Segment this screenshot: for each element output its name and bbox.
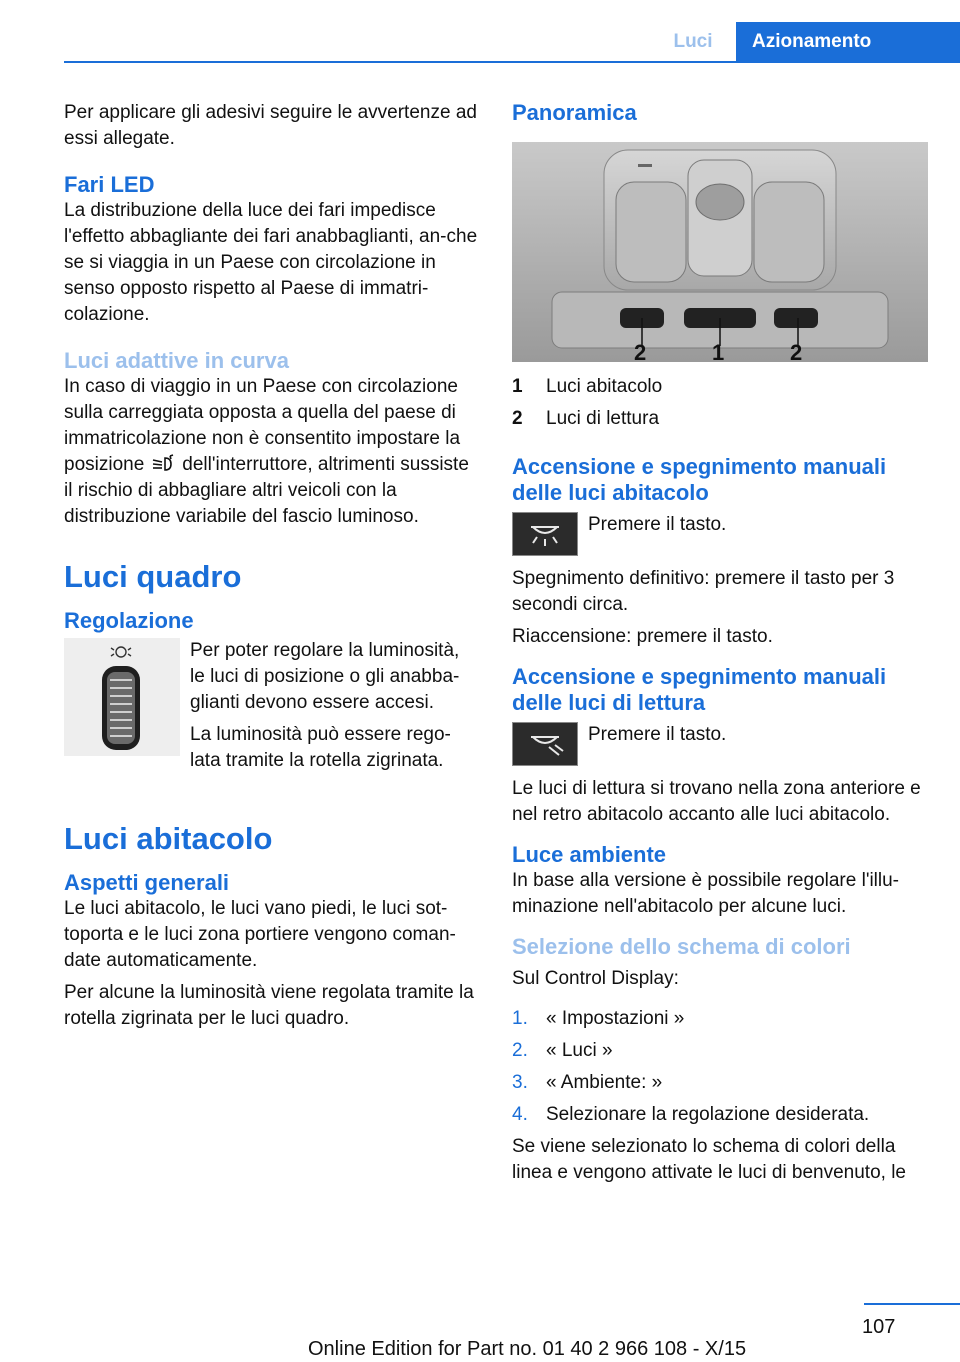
step-text: « Impostazioni » xyxy=(546,1008,685,1029)
heading-regolazione: Regolazione xyxy=(64,608,194,633)
left-column xyxy=(64,100,479,1038)
heading-fari-led: Fari LED xyxy=(64,172,155,197)
header-chapter-tab: Azionamento xyxy=(736,22,960,62)
list-item xyxy=(512,1006,928,1032)
caption-number: 2 xyxy=(512,408,523,429)
paragraph-ambiente: In base alla versione è possibile regolare l'illu-minazione nell'abitacolo per alcune luci. xyxy=(512,870,900,917)
right-column xyxy=(512,100,928,1192)
photo-captions xyxy=(512,374,928,432)
adattive-text-b: dell'interruttore, altrimenti sussiste il rischio di abbagliare altri veicoli con la distribuzione variabile del fascio luminoso. xyxy=(64,454,469,527)
paragraph-fari-led: La distribuzione della luce dei fari impedisce l'effetto abbagliante dei fari anabbaglianti, an-che se si viaggia in un Paese con circolazione in senso opposto rispetto al Paese di immatri-colazione. xyxy=(64,200,478,325)
paragraph-regolazione-1: Per poter regolare la luminosità, le luci di posizione o gli anabba-glianti devono essere accesi. xyxy=(190,640,460,713)
heading-luci-quadro: Luci quadro xyxy=(64,559,242,594)
heading-panoramica: Panoramica xyxy=(512,100,637,125)
button-row-abitacolo xyxy=(512,512,928,556)
caption-text: Luci di lettura xyxy=(546,408,660,429)
caption-item xyxy=(512,374,928,400)
heading-aspetti-generali: Aspetti generali xyxy=(64,870,230,895)
step-number: 3. xyxy=(512,1072,528,1093)
photo-label-interior: 1 xyxy=(712,340,725,362)
paragraph-spegnimento: Spegnimento definitivo: premere il tasto per 3 secondi circa. xyxy=(512,568,895,615)
footer-rule xyxy=(864,1303,960,1305)
heading-luce-ambiente: Luce ambiente xyxy=(512,842,667,867)
paragraph-riaccensione: Riaccensione: premere il tasto. xyxy=(512,626,773,647)
step-text: « Ambiente: » xyxy=(546,1072,663,1093)
dimmer-wheel-figure xyxy=(64,638,180,756)
paragraph-aspetti-2: Per alcune la luminosità viene regolata tramite la rotella zigrinata per le luci quadro. xyxy=(64,982,474,1029)
caption-item xyxy=(512,406,928,432)
caption-number: 1 xyxy=(512,376,523,397)
adattive-text-a: In caso di viaggio in un Paese con circolazione sulla carreggiata opposta a quella del paese di immatricolazione non è consentito impostare la posizione xyxy=(64,376,461,475)
heading-manuali-lettura: Accensione e spegnimento manuali delle luci di lettura xyxy=(512,664,887,715)
edition-note: Online Edition for Part no. 01 40 2 966 108 - X/15 xyxy=(308,1338,747,1360)
intro-paragraph: Per applicare gli adesivi seguire le avvertenze ad essi allegate. xyxy=(64,102,477,149)
paragraph-luci-adattive xyxy=(64,374,479,530)
heading-manuali-abitacolo: Accensione e spegnimento manuali delle luci abitacolo xyxy=(512,454,887,505)
overhead-console-photo xyxy=(512,142,928,362)
photo-label-reading-right: 2 xyxy=(790,340,803,362)
paragraph-final: Se viene selezionato lo schema di colori della linea e vengono attivate le luci di benvenuto, le xyxy=(512,1136,906,1183)
step-number: 2. xyxy=(512,1040,528,1061)
heading-selezione-colori: Selezione dello schema di colori xyxy=(512,934,851,959)
step-text: Selezionare la regolazione desiderata. xyxy=(546,1104,870,1125)
paragraph-premere-2: Premere il tasto. xyxy=(588,724,727,745)
step-text: « Luci » xyxy=(546,1040,613,1061)
regolazione-block xyxy=(64,638,479,780)
header-rule xyxy=(64,61,960,63)
paragraph-lettura: Le luci di lettura si trovano nella zona anteriore e nel retro abitacolo accanto alle luci abitacolo. xyxy=(512,778,921,825)
photo-label-reading-left: 2 xyxy=(634,340,647,362)
heading-luci-abitacolo: Luci abitacolo xyxy=(64,821,273,856)
steps-list xyxy=(512,1006,928,1128)
page-number: 107 xyxy=(862,1316,896,1338)
button-row-lettura xyxy=(512,722,928,766)
list-item xyxy=(512,1102,928,1128)
reading-light-button-icon xyxy=(512,722,578,766)
heading-luci-adattive: Luci adattive in curva xyxy=(64,348,289,373)
paragraph-control-display: Sul Control Display: xyxy=(512,968,679,989)
step-number: 1. xyxy=(512,1008,528,1029)
headlight-switch-icon xyxy=(150,454,176,474)
header-section-tab: Luci xyxy=(673,31,713,52)
step-number: 4. xyxy=(512,1104,528,1125)
paragraph-regolazione-2: La luminosità può essere rego-lata tramite la rotella zigrinata. xyxy=(190,724,451,771)
paragraph-premere-1: Premere il tasto. xyxy=(588,514,727,535)
caption-text: Luci abitacolo xyxy=(546,376,663,397)
interior-light-button-icon xyxy=(512,512,578,556)
list-item xyxy=(512,1070,928,1096)
list-item xyxy=(512,1038,928,1064)
paragraph-aspetti-1: Le luci abitacolo, le luci vano piedi, le luci sot-toporta e le luci zona portiere vengono coman-date automaticamente. xyxy=(64,898,456,971)
